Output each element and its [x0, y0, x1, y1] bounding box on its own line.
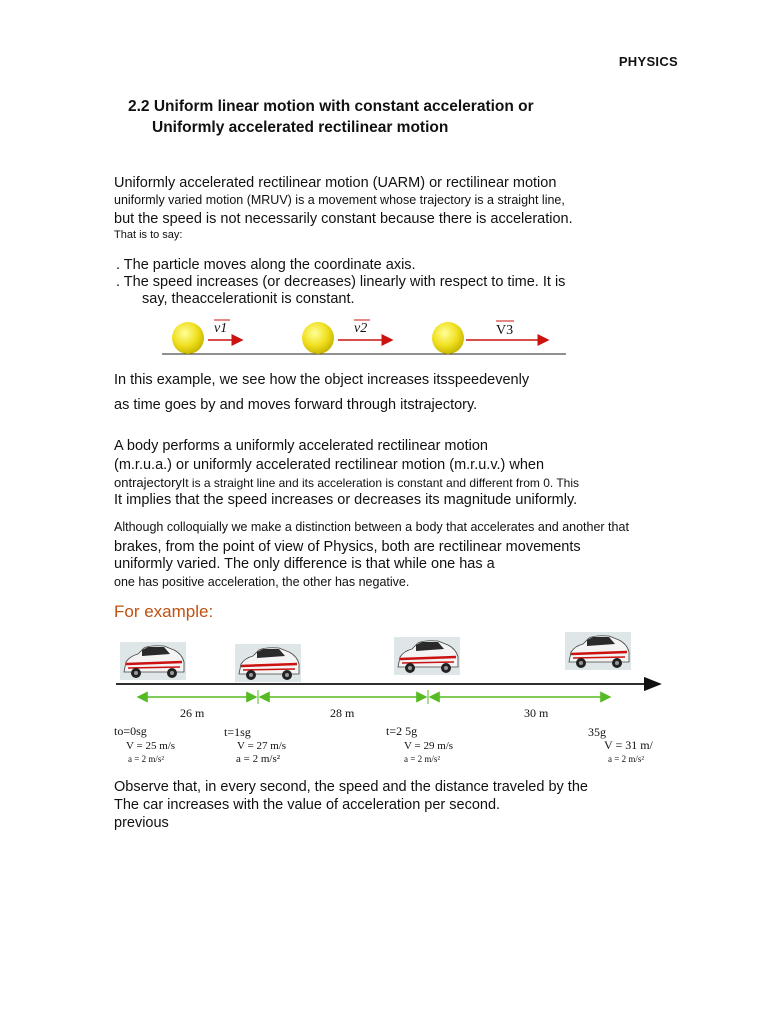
- body-line4: It implies that the speed increases or decreases its magnitude uniformly.: [114, 492, 578, 508]
- section-title-line1: 2.2 Uniform linear motion with constant acceleration or: [128, 98, 534, 115]
- intro-line4: That is to say:: [114, 229, 183, 241]
- ball-2: [302, 322, 334, 354]
- velocity-label-1: v1: [214, 321, 228, 336]
- accel-label-3: a = 2 m/s²: [404, 754, 441, 764]
- body-line3: [114, 474, 579, 492]
- speed-label-3: V = 29 m/s: [404, 740, 454, 752]
- for-example-label: For example:: [114, 602, 214, 621]
- intro-line2: uniformly varied motion (MRUV) is a movement whose trajectory is a straight line,: [114, 193, 565, 207]
- velocity-label-3: V3: [496, 323, 514, 338]
- distance-label-3: 30 m: [524, 706, 549, 720]
- body-line3-a: ontrajectory: [114, 475, 182, 490]
- time-label-4: 35g: [588, 725, 606, 739]
- observe-line3: previous: [114, 815, 169, 831]
- car-1: [120, 642, 186, 680]
- car-3: [394, 637, 460, 675]
- ball-1: [172, 322, 204, 354]
- accel-label-2: a = 2 m/s²: [236, 753, 281, 765]
- observe-line2: The car increases with the value of acceleration per second.: [114, 797, 501, 813]
- accel-label-1: a = 2 m/s²: [128, 754, 165, 764]
- body-line1: A body performs a uniformly accelerated rectilinear motion: [114, 438, 488, 454]
- intro-line1: Uniformly accelerated rectilinear motion (UARM) or rectilinear motion: [114, 175, 557, 191]
- bullet-1: . The particle moves along the coordinate axis.: [116, 257, 416, 273]
- car-4: [565, 632, 631, 670]
- example-line2: as time goes by and moves forward through itstrajectory.: [114, 397, 478, 413]
- body-line6: brakes, from the point of view of Physics, both are rectilinear movements: [114, 539, 581, 555]
- accel-label-4: a = 2 m/s²: [608, 754, 645, 764]
- car-motion-diagram: [110, 628, 670, 773]
- section-title-line2: Uniformly accelerated rectilinear motion: [152, 119, 449, 136]
- body-line3-b: It is a straight line and its acceleration is constant and different from 0. This: [181, 476, 580, 490]
- body-line7: uniformly varied. The only difference is that while one has a: [114, 556, 495, 572]
- bullet-2-cont: say, theaccelerationit is constant.: [142, 291, 355, 307]
- time-label-2: t=1sg: [224, 725, 251, 739]
- time-label-3: t=2 5g: [386, 724, 418, 738]
- body-line5: Although colloquially we make a distinction between a body that accelerates and another that: [114, 520, 629, 534]
- ball-3: [432, 322, 464, 354]
- intro-line3: but the speed is not necessarily constant because there is acceleration.: [114, 211, 573, 227]
- speed-label-4: V = 31 m/: [604, 738, 653, 752]
- velocity-label-2: v2: [354, 321, 368, 336]
- subject-header: PHYSICS: [618, 54, 678, 69]
- observe-line1: Observe that, in every second, the speed and the distance traveled by the: [114, 779, 588, 795]
- body-line8: one has positive acceleration, the other has negative.: [114, 575, 410, 589]
- example-line1: In this example, we see how the object increases itsspeedevenly: [114, 372, 530, 388]
- body-line2: (m.r.u.a.) or uniformly accelerated rectilinear motion (m.r.u.v.) when: [114, 457, 545, 473]
- speed-label-1: V = 25 m/s: [126, 740, 176, 752]
- section-title: [128, 96, 534, 138]
- speed-label-2: V = 27 m/s: [237, 740, 287, 752]
- bullet-2: . The speed increases (or decreases) linearly with respect to time. It is: [116, 274, 566, 290]
- car-2: [235, 644, 301, 682]
- time-label-1: to=0sg: [114, 724, 147, 738]
- distance-label-1: 26 m: [180, 706, 205, 720]
- ball-motion-diagram: [160, 312, 570, 362]
- distance-label-2: 28 m: [330, 706, 355, 720]
